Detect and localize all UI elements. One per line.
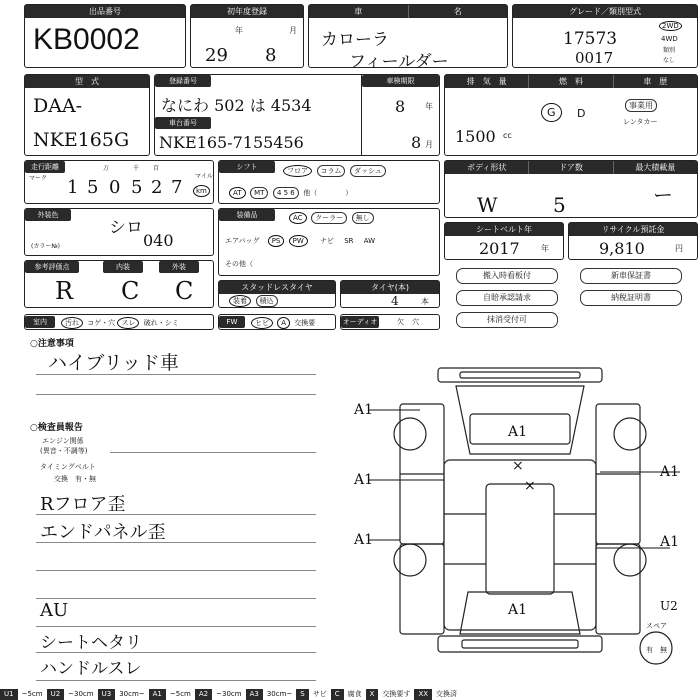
mark-a1-left-mid: A1 <box>354 472 374 488</box>
mark-x-1: × <box>512 458 524 474</box>
lot-number-label: 出品番号 <box>25 5 185 18</box>
interior-state-dirt: 汚れ <box>61 317 83 329</box>
shift-label: シフト <box>219 161 275 173</box>
mileage-km: km <box>193 185 210 197</box>
legend-key: U3 <box>98 689 116 700</box>
shift-gears: 4 5 6 <box>273 187 299 199</box>
tire-box <box>340 280 440 308</box>
shift-box <box>218 160 440 204</box>
report-line-7: ハンドルスレ <box>40 659 142 679</box>
body-box <box>444 160 698 218</box>
grades-box <box>24 260 214 308</box>
inspector-label: ○検査員報告 <box>30 423 83 433</box>
studless-label: スタッドレスタイヤ <box>219 281 335 294</box>
exterior-label: 外装 <box>159 261 199 273</box>
tire-label: タイヤ(本) <box>341 281 439 294</box>
interior-state-scuff: スレ <box>117 317 139 329</box>
legend-value: ~5cm <box>169 690 191 698</box>
equip-aw: AW <box>363 237 376 245</box>
fuel-label: 燃 料 <box>529 75 613 88</box>
color-no-value: 040 <box>143 231 174 250</box>
mileage-digit-6: 7 <box>171 177 183 198</box>
equip-ac: AC <box>289 212 307 224</box>
check-self: 自賠承認請求 <box>456 290 558 306</box>
diagram-roof <box>486 484 554 594</box>
spare-label: スペア <box>646 622 667 630</box>
first-registration-box <box>190 4 304 68</box>
diagram-front-bumper <box>438 368 602 382</box>
recycle-value: 9,810 <box>599 239 645 258</box>
legend-value: ~30cm <box>68 690 94 698</box>
type-label: 類別 <box>663 47 676 54</box>
fw-crack: ヒビ <box>251 317 273 329</box>
shift-column: コラム <box>317 165 346 177</box>
interior-label: 内装 <box>103 261 143 273</box>
equipment-label: 装備品 <box>219 209 275 221</box>
legend-key: A1 <box>149 689 166 700</box>
interior-state-tear: 破れ・シミ <box>143 319 179 327</box>
notes-value: ハイブリッド車 <box>48 352 179 374</box>
inspection-month-unit: 月 <box>425 140 433 149</box>
displacement-value: 1500 <box>455 127 496 146</box>
equip-airbag: エアバッグ <box>225 237 260 245</box>
audio-missing: 欠 <box>397 318 404 326</box>
interior-state-burn: コゲ・穴 <box>87 319 116 327</box>
legend-value: 交換要す <box>382 690 411 698</box>
inspection-month: 8 <box>411 133 422 152</box>
audio-box <box>340 314 440 330</box>
legend-key: A2 <box>195 689 212 700</box>
mileage-mile: マイル <box>195 173 213 180</box>
first-registration-label: 初年度登録 <box>191 5 303 18</box>
equip-pw: PW <box>289 235 308 247</box>
grade-sub-value: 0017 <box>575 49 614 67</box>
equip-navi: ナビ <box>319 237 334 245</box>
timing-label: タイミングベルト <box>40 463 96 471</box>
history-business: 事業用 <box>625 99 657 112</box>
legend-key: XX <box>414 689 432 700</box>
mark-a1-left-rear: A1 <box>354 532 374 548</box>
registration-box <box>154 74 440 156</box>
interior-state-label: 室内 <box>25 316 55 328</box>
legend-key: X <box>366 689 379 700</box>
report-line-6: シートヘタリ <box>40 633 142 653</box>
doors-value: 5 <box>553 193 566 217</box>
spare-no: 無 <box>660 646 667 654</box>
timing-sub: 交換 有・無 <box>54 475 96 483</box>
color-no-label: (カラー№) <box>31 243 60 250</box>
recycle-label: リサイクル預託金 <box>569 223 697 236</box>
engine-label: エンジン関係 <box>42 437 84 445</box>
spare-yes: 有 <box>646 646 653 654</box>
wheel-rear-left <box>394 544 426 576</box>
legend-value: 腐食 <box>347 690 362 698</box>
fw-a: A <box>277 317 290 329</box>
legend-value: 30cm~ <box>119 690 145 698</box>
equip-ps: PS <box>268 235 285 247</box>
wheel-front-right <box>614 418 646 450</box>
ext-color-box <box>24 208 214 256</box>
mileage-digit-2: 5 <box>87 177 99 198</box>
mark-x-2: × <box>524 478 536 494</box>
ext-color-value: シロ <box>109 218 143 238</box>
car-diagram <box>350 364 690 684</box>
car-name-label-1: 車 <box>309 5 409 18</box>
drive-4wd: 4WD <box>661 35 678 43</box>
legend-key: S <box>296 689 308 700</box>
check-delete: 抹消受付可 <box>456 312 558 328</box>
month-unit: 月 <box>289 26 297 35</box>
report-line-1: Rフロア歪 <box>40 494 126 515</box>
history-rental: レンタカー <box>623 118 658 126</box>
legend-value: サビ <box>312 690 327 698</box>
mileage-digit-5: 2 <box>151 177 163 198</box>
legend-key: A3 <box>246 689 263 700</box>
equipment-box <box>218 208 440 276</box>
seatbelt-unit: 年 <box>541 244 549 253</box>
grade-box <box>512 4 698 68</box>
fuel-g: G <box>541 103 562 122</box>
shift-mt: MT <box>250 187 268 199</box>
history-label: 車 歴 <box>643 77 668 86</box>
ref-grade-label: 参考評価点 <box>25 261 79 273</box>
mark-a1-hood: A1 <box>508 424 528 440</box>
report-line-5: AU <box>40 600 69 621</box>
fw-label: FW <box>219 316 245 328</box>
displacement-label: 排 気 量 <box>445 75 529 88</box>
recycle-unit: 円 <box>675 244 683 253</box>
check-newcar: 新車保証書 <box>580 268 682 284</box>
legend-key: C <box>331 689 344 700</box>
car-name-line2: フィールダー <box>349 52 449 72</box>
equip-cooler: クーラー <box>311 212 347 224</box>
mileage-mark: マーク <box>29 175 48 182</box>
body-value: W <box>477 193 498 217</box>
legend-key: U2 <box>47 689 65 700</box>
mileage-unit-man: 万 <box>103 165 110 172</box>
displacement-unit: cc <box>503 131 512 140</box>
car-name-label-2: 名 <box>453 7 462 16</box>
capacity-value: ー <box>653 183 673 207</box>
wheel-rear-right <box>614 544 646 576</box>
reg-number-label: 登録番号 <box>155 75 211 87</box>
report-line-2: エンドパネル歪 <box>40 522 166 543</box>
first-registration-year: 29 <box>205 45 228 66</box>
engine-fuel-box <box>444 74 698 156</box>
equip-other: その他（ <box>225 260 253 268</box>
mark-a1-trunk: A1 <box>508 602 528 618</box>
body-label: ボディ形状 <box>445 161 529 174</box>
interior-state-box <box>24 314 214 330</box>
studless-box <box>218 280 336 308</box>
tire-unit: 本 <box>421 297 429 306</box>
interior-value: C <box>121 277 140 305</box>
mark-a1-right-rear: A1 <box>660 534 680 550</box>
fw-replace: 交換要 <box>294 319 316 327</box>
mileage-box <box>24 160 214 204</box>
grade-value: 17573 <box>563 29 618 49</box>
recycle-box <box>568 222 698 260</box>
inspection-divider <box>361 75 362 155</box>
chassis-value: NKE165-7155456 <box>159 133 304 152</box>
car-name-box <box>308 4 508 72</box>
fw-box <box>218 314 336 330</box>
reg-number-value: なにわ 502 は 4534 <box>161 96 312 115</box>
drive-2wd: 2WD <box>659 21 682 31</box>
mark-a1-right-mid: A1 <box>660 464 680 480</box>
doors-label: ドア数 <box>529 161 613 174</box>
mileage-digit-3: 0 <box>109 177 121 198</box>
ref-grade-value: R <box>55 277 74 305</box>
legend-key: U1 <box>0 689 18 700</box>
mileage-unit-hyaku: 百 <box>153 165 160 172</box>
inspection-year: 8 <box>395 97 406 116</box>
seatbelt-value: 2017 <box>479 239 520 258</box>
exterior-value: C <box>175 277 194 305</box>
shift-floor: フロア <box>283 165 312 177</box>
lot-number-value: KB0002 <box>33 23 140 56</box>
legend-value: 交換済 <box>436 690 458 698</box>
first-registration-month: 8 <box>265 45 277 66</box>
equip-sr: SR <box>344 237 354 245</box>
car-name-line1: カローラ <box>321 30 389 50</box>
model-box <box>24 74 150 156</box>
wheel-front-left <box>394 418 426 450</box>
damage-legend <box>0 689 700 700</box>
shift-other: 他（ ） <box>303 189 353 197</box>
mark-a1-front-left: A1 <box>354 402 374 418</box>
mark-u2-right-rear: U2 <box>660 599 678 613</box>
grade-label: グレード／類別型式 <box>513 5 697 18</box>
capacity-label: 最大積載量 <box>635 163 676 172</box>
fuel-d: D <box>577 107 586 120</box>
lot-number-box <box>24 4 186 68</box>
model-label: 型 式 <box>25 75 149 88</box>
legend-value: 30cm~ <box>266 690 293 698</box>
seatbelt-box <box>444 222 564 260</box>
ext-color-label: 外装色 <box>25 209 71 221</box>
legend-value: ~5cm <box>21 690 43 698</box>
studless-equip: 装着 <box>229 295 251 307</box>
inspection-label: 車検期限 <box>362 75 439 87</box>
model-prefix: DAA- <box>33 95 83 117</box>
notes-label: ○注意事項 <box>30 339 74 349</box>
mileage-label: 走行距離 <box>25 161 65 173</box>
shift-at: AT <box>229 187 246 199</box>
legend-value: ~30cm <box>216 690 242 698</box>
audio-label: オーディオ <box>342 318 378 326</box>
spare-tire <box>640 632 672 664</box>
shift-dash: ダッシュ <box>350 165 386 177</box>
year-unit: 年 <box>235 26 243 35</box>
mileage-unit-sen: 千 <box>133 165 140 172</box>
seatbelt-label: シートベルト年 <box>445 223 563 236</box>
studless-loaded: 積込 <box>256 295 278 307</box>
type-none: なし <box>663 57 676 64</box>
tire-value: 4 <box>391 294 399 308</box>
equip-none: 無し <box>352 212 374 224</box>
mileage-digit-4: 5 <box>131 177 143 198</box>
audio-hole: 穴 <box>412 318 420 326</box>
chassis-label: 車台番号 <box>155 117 211 129</box>
check-manual: 搬入時看板付 <box>456 268 558 284</box>
inspection-year-unit: 年 <box>425 102 433 111</box>
mileage-digit-1: 1 <box>67 177 79 198</box>
check-tax: 納税証明書 <box>580 290 682 306</box>
engine-sub: (異音・不調等) <box>40 447 88 455</box>
model-code: NKE165G <box>33 129 130 151</box>
